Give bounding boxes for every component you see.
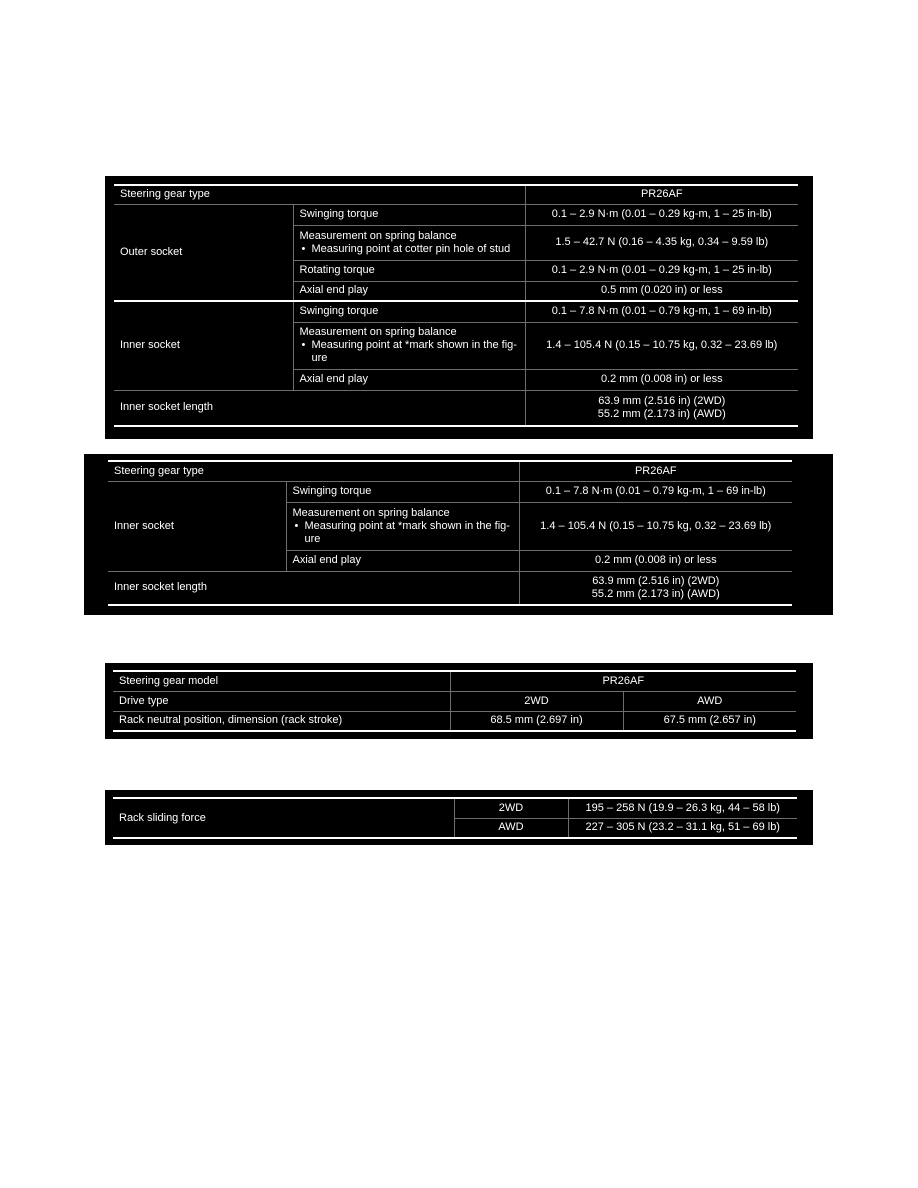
- rack-sliding-force-label: Rack sliding force: [113, 798, 454, 838]
- swinging-torque-value: 0.1 – 7.8 N·m (0.01 – 0.79 kg-m, 1 – 69 in-lb): [525, 301, 798, 322]
- drive-type-2wd: 2WD: [450, 691, 623, 711]
- inner-socket-length-value: [519, 571, 792, 605]
- inner-socket-length-label: Inner socket length: [114, 390, 525, 426]
- rotating-torque-value: 0.1 – 2.9 N·m (0.01 – 0.29 kg-m, 1 – 25 in-lb): [525, 260, 798, 281]
- rack-neutral-label: Rack neutral position, dimension (rack stroke): [113, 711, 450, 731]
- axial-end-play-value: 0.5 mm (0.020 in) or less: [525, 281, 798, 301]
- swinging-torque-value: 0.1 – 2.9 N·m (0.01 – 0.29 kg-m, 1 – 25 in-lb): [525, 204, 798, 225]
- length-2wd: 63.9 mm (2.516 in) (2WD): [592, 574, 720, 587]
- rack-sliding-force-table: [113, 797, 797, 839]
- model-label: Steering gear model: [113, 671, 450, 691]
- inner-socket-label: Inner socket: [108, 481, 286, 571]
- drive-type-label: Drive type: [113, 691, 450, 711]
- inner-socket-length-label: Inner socket length: [108, 571, 519, 605]
- inner-socket-label: Inner socket: [114, 301, 293, 390]
- spring-balance-bullet: • Measuring point at *mark shown in the fig-ure: [300, 339, 519, 365]
- swinging-torque-label: Swinging torque: [293, 204, 525, 225]
- header-label: Steering gear type: [108, 461, 519, 481]
- header-value: PR26AF: [525, 185, 798, 204]
- axial-end-play-label: Axial end play: [293, 281, 525, 301]
- axial-end-play-value: 0.2 mm (0.008 in) or less: [525, 369, 798, 390]
- length-awd: 55.2 mm (2.173 in) (AWD): [597, 407, 726, 420]
- spring-balance-label: Measurement on spring balance: [299, 326, 457, 338]
- axial-end-play-label: Axial end play: [293, 369, 525, 390]
- spring-balance-value: 1.4 – 105.4 N (0.15 – 10.75 kg, 0.32 – 23.69 lb): [519, 502, 792, 550]
- spring-balance-label: Measurement on spring balance: [299, 229, 457, 242]
- outer-socket-label: Outer socket: [114, 204, 293, 301]
- axial-end-play-label: Axial end play: [286, 550, 519, 571]
- spring-balance-cell: [286, 502, 519, 550]
- socket-spec-table: [114, 184, 798, 427]
- model-value: PR26AF: [450, 671, 796, 691]
- sliding-force-awd: 227 – 305 N (23.2 – 31.1 kg, 51 – 69 lb): [568, 818, 797, 838]
- spring-balance-cell: [293, 322, 525, 369]
- spring-balance-value: 1.5 – 42.7 N (0.16 – 4.35 kg, 0.34 – 9.59 lb): [525, 225, 798, 260]
- spring-balance-label: Measurement on spring balance: [292, 506, 450, 519]
- rack-neutral-table: [113, 670, 796, 732]
- length-awd: 55.2 mm (2.173 in) (AWD): [591, 587, 720, 600]
- inner-socket-spec-table: [108, 460, 792, 606]
- header-value: PR26AF: [519, 461, 792, 481]
- rack-neutral-2wd: 68.5 mm (2.697 in): [450, 711, 623, 731]
- header-label: Steering gear type: [114, 185, 525, 204]
- spring-balance-cell: [293, 225, 525, 260]
- sliding-force-2wd: 195 – 258 N (19.9 – 26.3 kg, 44 – 58 lb): [568, 798, 797, 818]
- rack-neutral-awd: 67.5 mm (2.657 in): [623, 711, 796, 731]
- rotating-torque-label: Rotating torque: [293, 260, 525, 281]
- drive-type-awd: AWD: [623, 691, 796, 711]
- swinging-torque-value: 0.1 – 7.8 N·m (0.01 – 0.79 kg-m, 1 – 69 in-lb): [519, 481, 792, 502]
- inner-socket-length-value: [525, 390, 798, 426]
- length-2wd: 63.9 mm (2.516 in) (2WD): [598, 394, 726, 407]
- spring-balance-bullet: • Measuring point at cotter pin hole of stud: [300, 243, 519, 256]
- drive-type-awd: AWD: [454, 818, 568, 838]
- swinging-torque-label: Swinging torque: [293, 301, 525, 322]
- spring-balance-value: 1.4 – 105.4 N (0.15 – 10.75 kg, 0.32 – 23.69 lb): [525, 322, 798, 369]
- drive-type-2wd: 2WD: [454, 798, 568, 818]
- axial-end-play-value: 0.2 mm (0.008 in) or less: [519, 550, 792, 571]
- swinging-torque-label: Swinging torque: [286, 481, 519, 502]
- spring-balance-bullet: • Measuring point at *mark shown in the fig-ure: [293, 520, 513, 546]
